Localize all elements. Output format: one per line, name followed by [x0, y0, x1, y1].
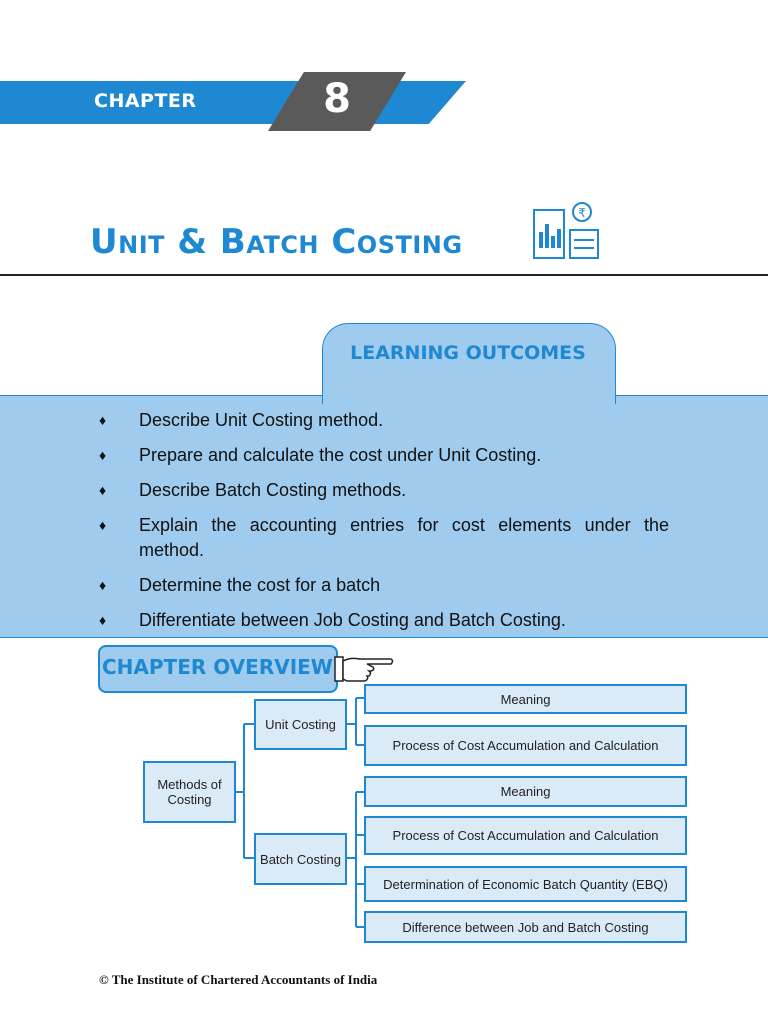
list-item: ♦ Prepare and calculate the cost under Unit Costing. — [99, 443, 669, 468]
bullet-diamond-icon: ♦ — [99, 482, 107, 498]
node-batch-costing: Batch Costing — [254, 833, 347, 885]
list-item: ♦ Describe Batch Costing methods. — [99, 478, 669, 503]
list-item: ♦ Explain the accounting entries for cost elements under the method. — [99, 515, 669, 560]
node-unit-meaning: Meaning — [364, 684, 687, 714]
learning-outcomes-heading: LEARNING OUTCOMES — [350, 342, 586, 364]
bullet-diamond-icon: ♦ — [99, 447, 107, 463]
node-batch-difference: Difference between Job and Batch Costing — [364, 911, 687, 943]
page-title: Unit & Batch Costing — [90, 222, 463, 262]
bullet-diamond-icon: ♦ — [99, 612, 107, 628]
page-footer: © The Institute of Chartered Accountants of India — [99, 972, 378, 987]
chapter-overview-heading: CHAPTER OVERVIEW — [102, 655, 333, 679]
bullet-diamond-icon: ♦ — [99, 577, 107, 593]
node-methods-of-costing: Methods of Costing — [143, 761, 236, 823]
node-batch-meaning: Meaning — [364, 776, 687, 807]
bullet-diamond-icon: ♦ — [99, 412, 107, 428]
node-batch-ebq: Determination of Economic Batch Quantity (EBQ) — [364, 866, 687, 902]
list-item: ♦ Describe Unit Costing method. — [99, 408, 669, 433]
chapter-number: 8 — [323, 76, 351, 122]
node-unit-costing: Unit Costing — [254, 699, 347, 750]
chapter-label: CHAPTER — [94, 90, 197, 112]
list-item: ♦ Differentiate between Job Costing and Batch Costing. — [99, 608, 669, 633]
bullet-diamond-icon: ♦ — [99, 517, 107, 533]
svg-text:₹: ₹ — [578, 206, 586, 220]
node-unit-process: Process of Cost Accumulation and Calculation — [364, 725, 687, 766]
node-batch-process: Process of Cost Accumulation and Calculation — [364, 816, 687, 855]
list-item: ♦ Determine the cost for a batch — [99, 573, 669, 598]
